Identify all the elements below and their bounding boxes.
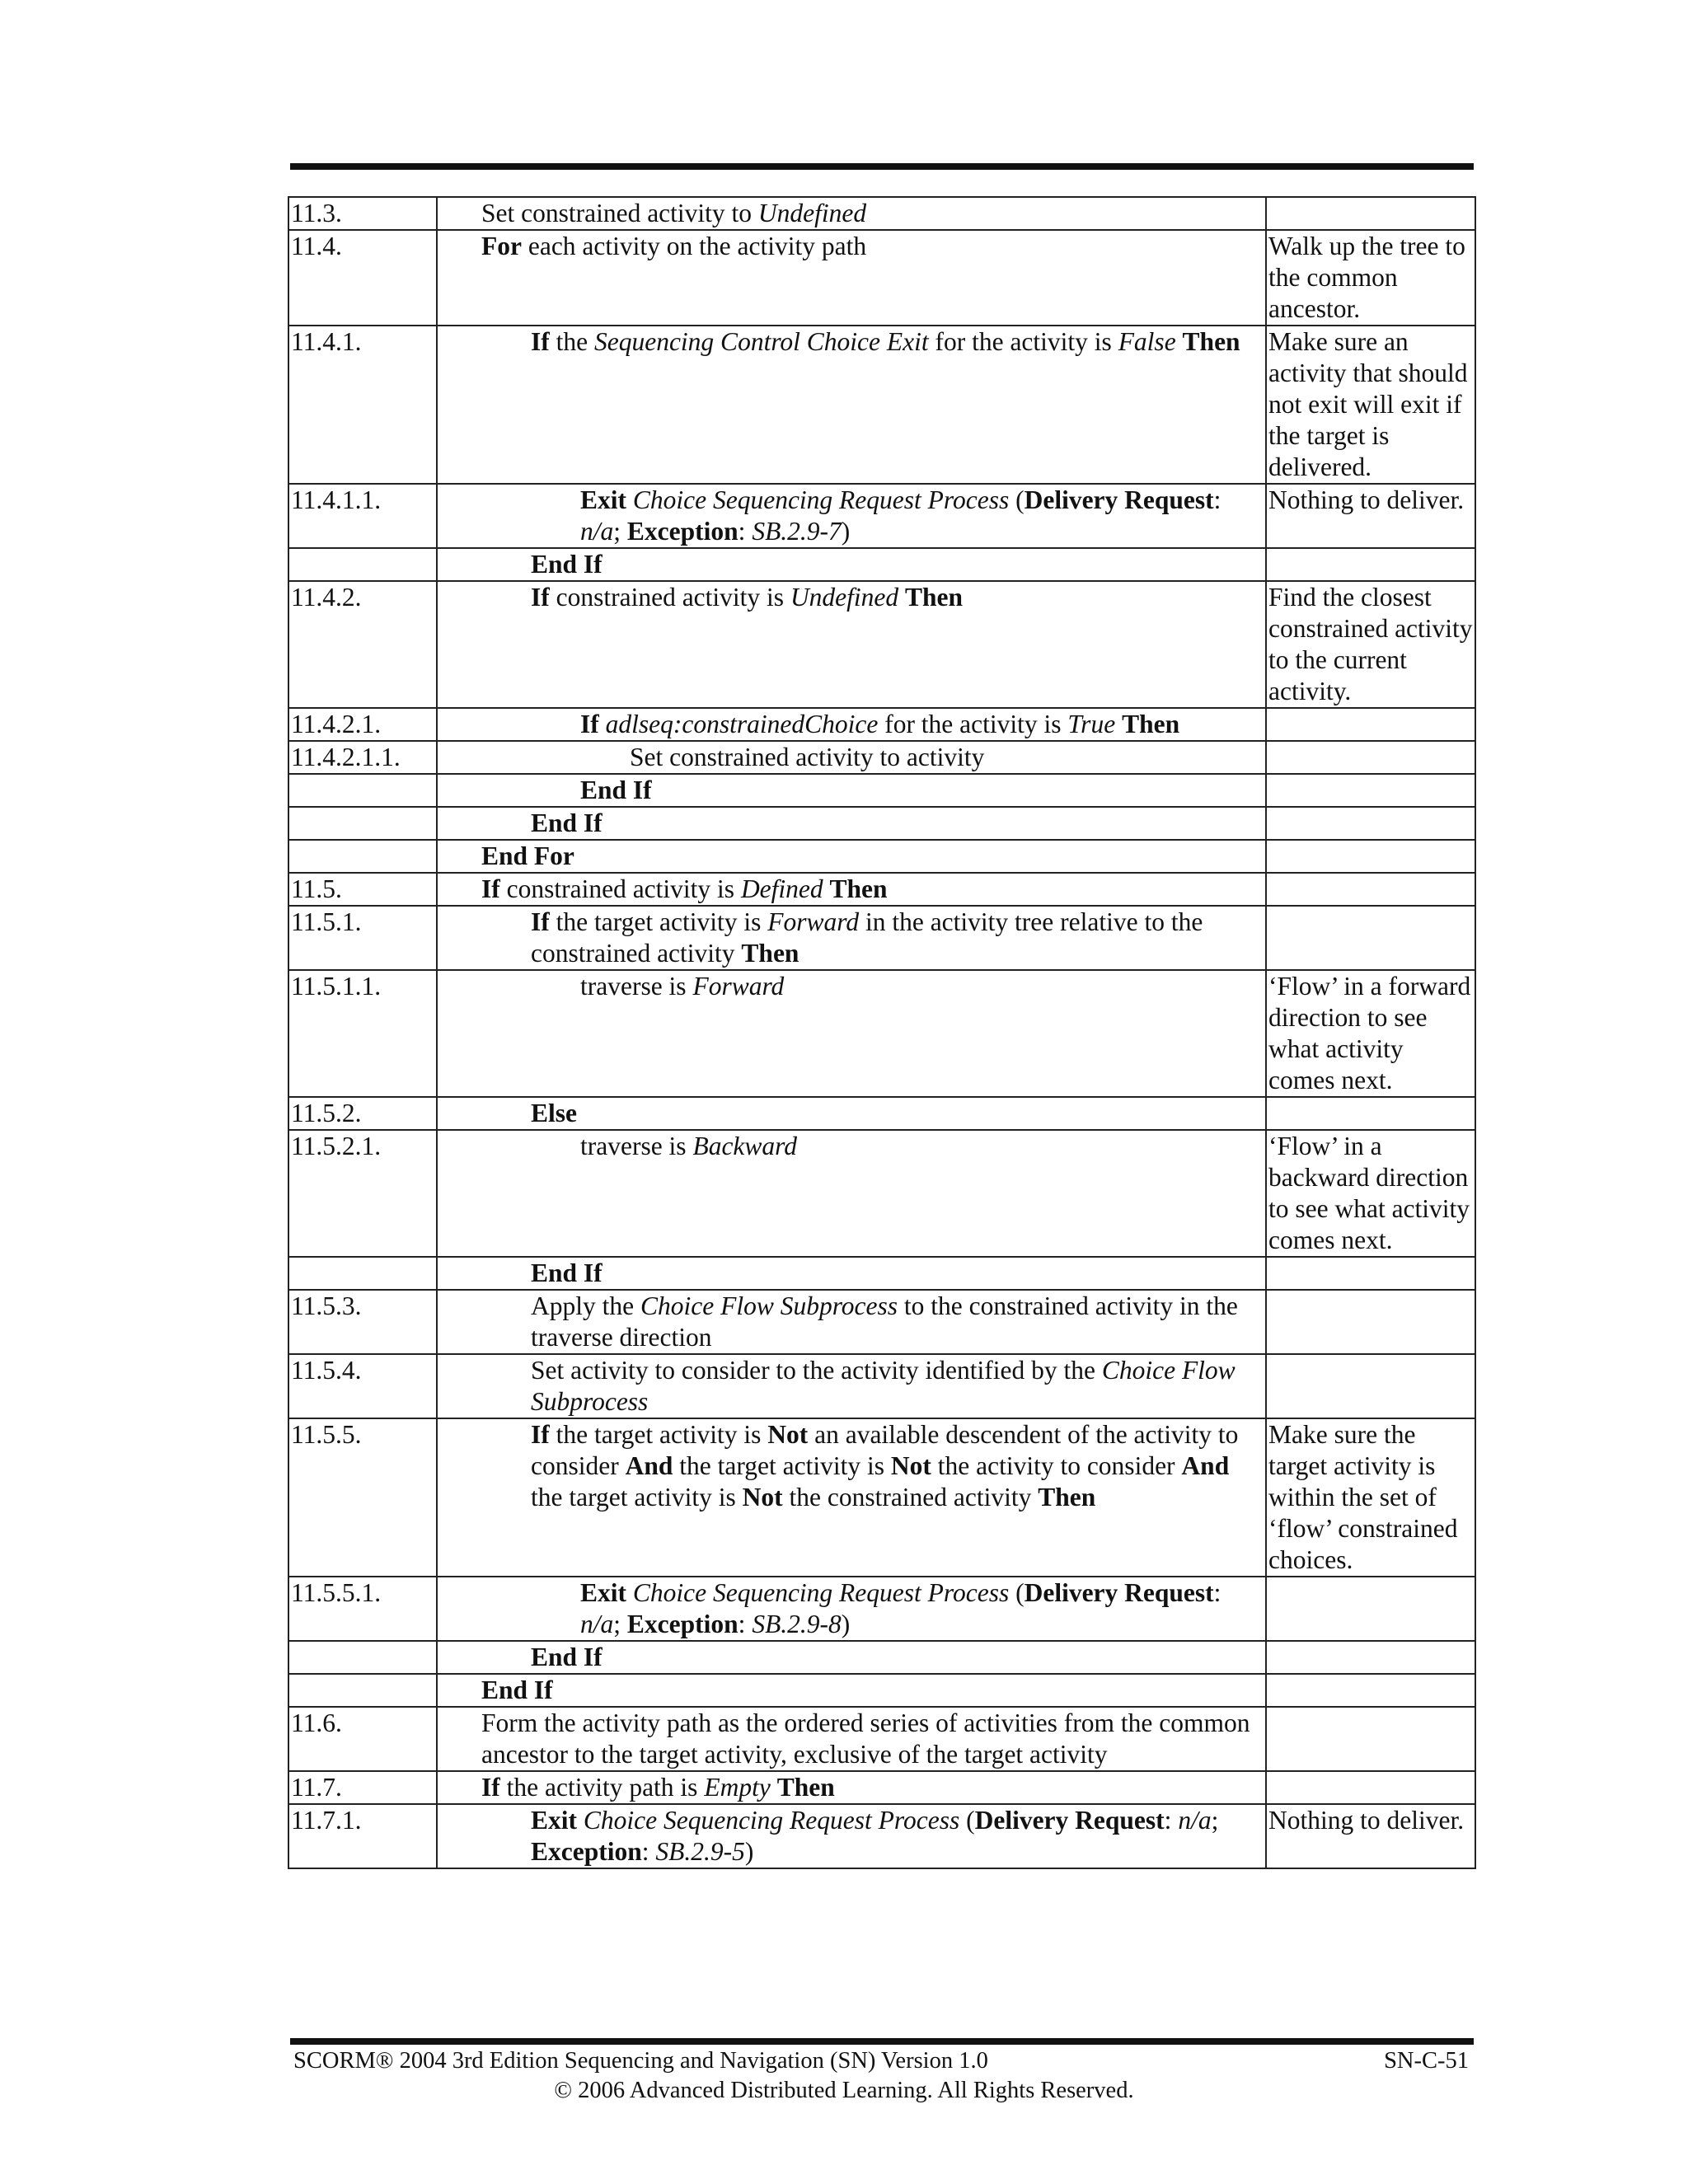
table-row xyxy=(288,840,1475,873)
step-text xyxy=(437,970,1266,1097)
text-run xyxy=(823,874,830,903)
keyword: If xyxy=(580,710,599,738)
text-run: ) xyxy=(744,1837,754,1866)
table-row xyxy=(288,970,1475,1097)
text-run: traverse is xyxy=(580,972,693,1001)
step-comment xyxy=(1266,1674,1475,1707)
step-text xyxy=(437,840,1266,873)
term: Sequencing Control Choice Exit xyxy=(593,327,929,356)
text-run xyxy=(626,1578,633,1607)
table-row xyxy=(288,1354,1475,1418)
keyword: Delivery Request xyxy=(974,1806,1165,1835)
step-number xyxy=(288,807,437,840)
step-text xyxy=(437,581,1266,708)
text-run xyxy=(1176,327,1183,356)
step-number: 11.4.2. xyxy=(288,581,437,708)
step-comment xyxy=(1266,741,1475,774)
table-row xyxy=(288,1418,1475,1577)
step-text xyxy=(437,1257,1266,1290)
step-comment: Make sure the target activity is within the set of ‘flow’ constrained choices. xyxy=(1266,1418,1475,1577)
term: Choice Flow Subprocess xyxy=(640,1291,898,1320)
step-comment xyxy=(1266,548,1475,581)
table-row xyxy=(288,1641,1475,1674)
keyword: Exception xyxy=(626,1610,738,1638)
keyword: Exception xyxy=(531,1837,642,1866)
keyword: Not xyxy=(742,1483,783,1511)
text-run xyxy=(898,583,905,612)
table-row xyxy=(288,1577,1475,1641)
keyword: Then xyxy=(829,874,888,903)
term: Undefined xyxy=(757,199,867,227)
term: Choice Sequencing Request Process xyxy=(583,1806,960,1835)
step-number: 11.4.2.1.1. xyxy=(288,741,437,774)
step-text xyxy=(437,326,1266,484)
text-run xyxy=(577,1806,584,1835)
text-run: : xyxy=(641,1837,656,1866)
footer-page-number: SN-C-51 xyxy=(1384,2048,1469,2074)
keyword: Then xyxy=(905,583,964,612)
step-number xyxy=(288,1641,437,1674)
text-run: each activity on the activity path xyxy=(521,232,867,260)
step-text xyxy=(437,807,1266,840)
text-run: ; xyxy=(613,1610,627,1638)
keyword: Then xyxy=(1182,327,1240,356)
keyword: End If xyxy=(531,1643,603,1671)
text-run: : xyxy=(738,1610,753,1638)
step-number xyxy=(288,840,437,873)
step-comment: Walk up the tree to the common ancestor. xyxy=(1266,230,1475,326)
keyword: Not xyxy=(767,1420,809,1449)
step-comment xyxy=(1266,197,1475,230)
term: Forward xyxy=(767,907,860,936)
keyword: If xyxy=(531,1420,550,1449)
step-comment xyxy=(1266,1290,1475,1354)
step-number: 11.4. xyxy=(288,230,437,326)
keyword: Delivery Request xyxy=(1024,1578,1214,1607)
step-comment xyxy=(1266,873,1475,906)
step-number: 11.5.1.1. xyxy=(288,970,437,1097)
keyword: End If xyxy=(531,808,603,837)
term: SB.2.9-7 xyxy=(752,517,842,546)
text-run xyxy=(626,485,633,514)
table-row xyxy=(288,1707,1475,1771)
text-run: in the activity tree relative to the constrained activity xyxy=(531,907,1203,968)
step-text xyxy=(437,873,1266,906)
text-run: for the activity is xyxy=(928,327,1118,356)
text-run: Form the activity path as the ordered series of activities from the common ancestor to the target activity, exclusive of the target activity xyxy=(481,1708,1250,1769)
step-number: 11.3. xyxy=(288,197,437,230)
step-comment xyxy=(1266,1097,1475,1130)
pseudocode-table-body xyxy=(288,197,1475,1868)
table-row xyxy=(288,807,1475,840)
keyword: If xyxy=(531,583,550,612)
step-comment xyxy=(1266,1577,1475,1641)
step-comment: Find the closest constrained activity to the current activity. xyxy=(1266,581,1475,708)
text-run: the target activity is xyxy=(673,1451,891,1480)
keyword: Delivery Request xyxy=(1024,485,1214,514)
step-comment: Make sure an activity that should not exit will exit if the target is delivered. xyxy=(1266,326,1475,484)
step-text xyxy=(437,1804,1266,1868)
header-rule xyxy=(290,163,1474,170)
table-row xyxy=(288,581,1475,708)
text-run: : xyxy=(738,517,753,546)
keyword: Then xyxy=(1038,1483,1096,1511)
table-row xyxy=(288,1771,1475,1804)
step-number: 11.5.2.1. xyxy=(288,1130,437,1257)
step-text xyxy=(437,1354,1266,1418)
step-text xyxy=(437,741,1266,774)
step-text xyxy=(437,1641,1266,1674)
keyword: End For xyxy=(481,841,574,870)
term: Choice Sequencing Request Process xyxy=(632,1578,1010,1607)
step-comment xyxy=(1266,1771,1475,1804)
keyword: Then xyxy=(1122,710,1180,738)
text-run: the target activity is xyxy=(531,1483,743,1511)
text-run: the activity to consider xyxy=(931,1451,1182,1480)
keyword: End If xyxy=(531,550,603,579)
step-number: 11.5.1. xyxy=(288,906,437,970)
step-number xyxy=(288,548,437,581)
text-run: : xyxy=(1213,1578,1221,1607)
text-run: Set constrained activity to xyxy=(481,199,758,227)
table-row xyxy=(288,708,1475,741)
text-run: ) xyxy=(841,517,851,546)
term: n/a xyxy=(1178,1806,1212,1835)
text-run: an available descendent of the activity to consider xyxy=(531,1420,1239,1480)
text-run: Apply the xyxy=(531,1291,640,1320)
text-run: ( xyxy=(1009,485,1025,514)
keyword: End If xyxy=(580,776,652,804)
step-text xyxy=(437,906,1266,970)
step-text xyxy=(437,708,1266,741)
step-text xyxy=(437,1674,1266,1707)
step-number xyxy=(288,1257,437,1290)
step-text xyxy=(437,548,1266,581)
step-number: 11.5.5. xyxy=(288,1418,437,1577)
text-run: the constrained activity xyxy=(782,1483,1039,1511)
keyword: If xyxy=(531,327,550,356)
step-number: 11.4.1. xyxy=(288,326,437,484)
text-run: ; xyxy=(613,517,627,546)
text-run: constrained activity is xyxy=(499,874,741,903)
text-run: ( xyxy=(959,1806,975,1835)
term: False xyxy=(1118,327,1176,356)
keyword: End If xyxy=(481,1675,553,1704)
table-row xyxy=(288,906,1475,970)
keyword: For xyxy=(481,232,522,260)
step-text xyxy=(437,230,1266,326)
text-run: to the constrained activity in the traverse direction xyxy=(531,1291,1238,1352)
step-number: 11.6. xyxy=(288,1707,437,1771)
text-run: for the activity is xyxy=(878,710,1068,738)
text-run: constrained activity is xyxy=(549,583,790,612)
step-number xyxy=(288,774,437,807)
term: True xyxy=(1067,710,1116,738)
text-run: ) xyxy=(841,1610,851,1638)
step-number: 11.5.4. xyxy=(288,1354,437,1418)
text-run: Set constrained activity to activity xyxy=(630,743,985,771)
keyword: Exit xyxy=(580,1578,627,1607)
step-comment: ‘Flow’ in a forward direction to see what activity comes next. xyxy=(1266,970,1475,1097)
table-row xyxy=(288,1674,1475,1707)
keyword: If xyxy=(481,874,500,903)
text-run: the activity path is xyxy=(499,1773,705,1802)
table-row xyxy=(288,1130,1475,1257)
keyword: Else xyxy=(531,1099,578,1127)
step-comment xyxy=(1266,1641,1475,1674)
step-number: 11.5.3. xyxy=(288,1290,437,1354)
step-number xyxy=(288,1674,437,1707)
term: Choice Flow Subprocess xyxy=(531,1356,1236,1416)
step-text xyxy=(437,1707,1266,1771)
pseudocode-table xyxy=(288,196,1476,1869)
step-comment xyxy=(1266,906,1475,970)
step-text xyxy=(437,197,1266,230)
step-number: 11.5. xyxy=(288,873,437,906)
text-run: ( xyxy=(1009,1578,1025,1607)
step-text xyxy=(437,1577,1266,1641)
table-row xyxy=(288,774,1475,807)
step-comment xyxy=(1266,1707,1475,1771)
table-row xyxy=(288,197,1475,230)
step-text xyxy=(437,1290,1266,1354)
text-run: ; xyxy=(1211,1806,1219,1835)
text-run: the target activity is xyxy=(549,907,768,936)
text-run: : xyxy=(1164,1806,1179,1835)
step-text xyxy=(437,1130,1266,1257)
text-run: : xyxy=(1213,485,1221,514)
step-number: 11.5.5.1. xyxy=(288,1577,437,1641)
footer-rule xyxy=(290,2038,1474,2045)
step-comment xyxy=(1266,807,1475,840)
table-row xyxy=(288,484,1475,548)
step-comment xyxy=(1266,708,1475,741)
step-text xyxy=(437,1418,1266,1577)
term: SB.2.9-8 xyxy=(752,1610,842,1638)
step-comment xyxy=(1266,1354,1475,1418)
table-row xyxy=(288,1804,1475,1868)
keyword: If xyxy=(481,1773,500,1802)
text-run xyxy=(771,1773,777,1802)
text-run: the xyxy=(549,327,594,356)
step-comment: Nothing to deliver. xyxy=(1266,484,1475,548)
text-run xyxy=(599,710,606,738)
table-row xyxy=(288,326,1475,484)
text-run: the target activity is xyxy=(549,1420,768,1449)
text-run: Set activity to consider to the activity identified by the xyxy=(531,1356,1102,1385)
term: Defined xyxy=(740,874,823,903)
table-row xyxy=(288,230,1475,326)
keyword: Exit xyxy=(580,485,627,514)
step-comment xyxy=(1266,774,1475,807)
term: Forward xyxy=(692,972,785,1001)
footer-document-title: SCORM® 2004 3rd Edition Sequencing and Navigation (SN) Version 1.0 xyxy=(293,2048,988,2074)
keyword: End If xyxy=(531,1258,603,1287)
keyword: Exception xyxy=(626,517,738,546)
step-comment xyxy=(1266,840,1475,873)
step-text xyxy=(437,774,1266,807)
footer-copyright: © 2006 Advanced Distributed Learning. All Rights Reserved. xyxy=(554,2078,1134,2103)
keyword: Then xyxy=(741,939,799,968)
table-row xyxy=(288,1290,1475,1354)
term: adlseq:constrainedChoice xyxy=(605,710,879,738)
keyword: And xyxy=(625,1451,673,1480)
step-number: 11.7. xyxy=(288,1771,437,1804)
table-row xyxy=(288,1257,1475,1290)
term: Undefined xyxy=(790,583,899,612)
step-number: 11.4.1.1. xyxy=(288,484,437,548)
keyword: Then xyxy=(776,1773,835,1802)
step-number: 11.7.1. xyxy=(288,1804,437,1868)
keyword: Not xyxy=(890,1451,931,1480)
step-number: 11.5.2. xyxy=(288,1097,437,1130)
step-number: 11.4.2.1. xyxy=(288,708,437,741)
step-comment: Nothing to deliver. xyxy=(1266,1804,1475,1868)
step-text xyxy=(437,1771,1266,1804)
term: SB.2.9-5 xyxy=(655,1837,745,1866)
table-row xyxy=(288,1097,1475,1130)
step-comment: ‘Flow’ in a backward direction to see what activity comes next. xyxy=(1266,1130,1475,1257)
keyword: And xyxy=(1181,1451,1230,1480)
term: n/a xyxy=(580,1610,614,1638)
term: Choice Sequencing Request Process xyxy=(632,485,1010,514)
table-row xyxy=(288,548,1475,581)
step-text xyxy=(437,1097,1266,1130)
table-row xyxy=(288,873,1475,906)
text-run: traverse is xyxy=(580,1132,693,1160)
table-row xyxy=(288,741,1475,774)
keyword: If xyxy=(531,907,550,936)
text-run xyxy=(1115,710,1122,738)
keyword: Exit xyxy=(531,1806,578,1835)
term: n/a xyxy=(580,517,614,546)
term: Backward xyxy=(692,1132,798,1160)
step-text xyxy=(437,484,1266,548)
step-comment xyxy=(1266,1257,1475,1290)
term: Empty xyxy=(704,1773,771,1802)
